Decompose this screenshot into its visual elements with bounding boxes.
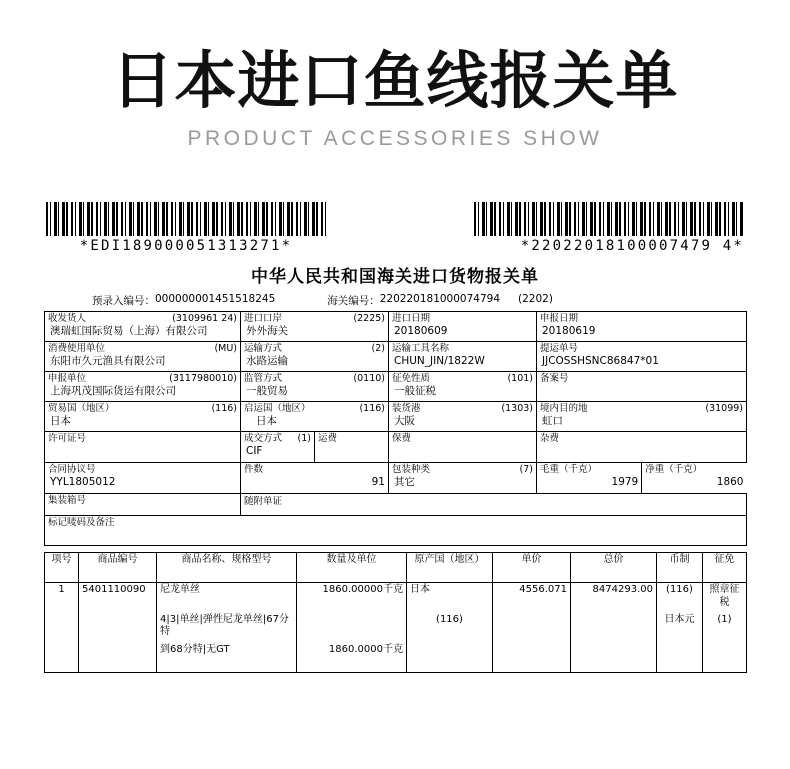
freight-label: 运费: [318, 433, 338, 444]
cell-contract: [45, 463, 241, 494]
cell-term: [241, 432, 315, 462]
customs-no-value: 220220181000074794: [379, 293, 500, 305]
goods-qty-3: 1860.0000千克: [297, 643, 407, 673]
misc-label: 杂费: [540, 433, 560, 444]
consignee-value: 澳瑞虹国际贸易（上海）有限公司: [50, 324, 208, 337]
goods-code: 5401110090: [79, 583, 157, 613]
cell-filing: [537, 372, 747, 402]
cell-term-freight-group: [241, 432, 389, 463]
pieces-value: 91: [371, 475, 385, 488]
load-port-label: 装货港: [392, 403, 421, 414]
document-title: 中华人民共和国海关进口货物报关单: [251, 267, 539, 287]
goods-name-2: 4|3|单丝|弹性尼龙单丝|67分特: [157, 613, 297, 643]
barcode-right: [474, 202, 744, 254]
declare-date-label: 申报日期: [540, 313, 579, 324]
goods-qty-1: 1860.00000千克: [297, 583, 407, 613]
ship-country-code: (116): [359, 403, 385, 414]
transport-mode-label: 运输方式: [244, 343, 283, 354]
cell-pieces: [241, 463, 389, 494]
term-label: 成交方式: [244, 433, 283, 444]
consumer-value: 东阳市久元渔具有限公司: [50, 354, 166, 367]
table-row: [45, 516, 747, 546]
goods-col-qty: 数量及单位: [297, 553, 407, 583]
destination-label: 境内目的地: [540, 403, 588, 414]
goods-total-blank: [571, 613, 657, 643]
customs-no-suffix: (2202): [518, 293, 553, 305]
cell-port: [241, 312, 389, 342]
cell-transport-name: [389, 342, 537, 372]
goods-header-row: [45, 553, 747, 583]
goods-origin-1: 日本: [407, 583, 493, 613]
goods-currency-2: 日本元: [657, 613, 703, 643]
goods-qty-2: [297, 613, 407, 643]
pre-entry-label: 预录入编号：: [92, 295, 155, 307]
term-code: (1): [297, 433, 311, 444]
cell-destination: [537, 402, 747, 432]
consignee-code: (3109961 24): [172, 313, 237, 324]
table-row: [45, 463, 747, 494]
package-value: 其它: [394, 475, 415, 488]
barcode-left: [46, 202, 326, 254]
cell-package: [389, 463, 537, 494]
net-label: 净重（千克）: [645, 464, 703, 475]
goods-origin-2: (116): [407, 613, 493, 643]
supervise-value: 一般贸易: [246, 384, 288, 397]
package-label: 包装种类: [392, 464, 431, 475]
cell-import-date: [389, 312, 537, 342]
table-row: [45, 613, 747, 643]
cell-ship-country: [241, 402, 389, 432]
goods-col-price: 单价: [493, 553, 571, 583]
attached-value: [282, 495, 284, 507]
declare-date-value: 20180619: [542, 324, 596, 337]
port-value: 外外海关: [246, 324, 288, 337]
goods-origin-blank: [407, 643, 493, 673]
pieces-label: 件数: [244, 464, 264, 475]
declarant-label: 申报单位: [48, 373, 87, 384]
attached-label: 随附单证: [244, 496, 283, 507]
cell-declarant: [45, 372, 241, 402]
cell-container: [45, 494, 241, 516]
consumer-label: 消费使用单位: [48, 343, 106, 354]
destination-value: 虹口: [542, 414, 563, 427]
cell-misc: [537, 432, 747, 463]
ship-country-value: 日本: [256, 414, 277, 427]
port-code: (2225): [353, 313, 385, 324]
cell-trade-country: [45, 402, 241, 432]
cell-load-port: [389, 402, 537, 432]
goods-total-blank2: [571, 643, 657, 673]
barcode-row: [30, 196, 760, 254]
table-row: [45, 494, 747, 516]
customs-declaration-document: [30, 196, 760, 716]
contract-label: 合同协议号: [48, 464, 96, 475]
table-row: [45, 583, 747, 613]
goods-levy-1: 照章征税: [703, 583, 747, 613]
cell-marks: [45, 516, 747, 546]
bill-no-label: 提运单号: [540, 343, 579, 354]
cell-insurance: [389, 432, 537, 463]
goods-col-origin: 原产国（地区）: [407, 553, 493, 583]
container-label: 集装箱号: [48, 495, 87, 506]
marks-label: 标记唛码及备注: [48, 517, 115, 528]
consignee-label: 收发货人: [48, 313, 87, 324]
transport-name-value: CHUN_JIN/1822W: [394, 354, 485, 367]
goods-price-blank2: [493, 643, 571, 673]
barcode-right-bars: [474, 202, 744, 236]
goods-col-levy: 征免: [703, 553, 747, 583]
goods-col-code: 商品编号: [79, 553, 157, 583]
declarant-code: (3117980010): [169, 373, 237, 384]
cell-weight-group: [537, 463, 747, 494]
customs-no-label: 海关编号：: [327, 295, 380, 307]
cell-consumer: [45, 342, 241, 372]
cell-freight: [315, 432, 389, 462]
net-value: 1860: [716, 475, 744, 488]
table-row: [45, 312, 747, 342]
gross-label: 毛重（千克）: [540, 464, 598, 475]
ship-country-label: 启运国（地区）: [244, 403, 311, 414]
import-date-label: 进口日期: [392, 313, 431, 324]
goods-col-total: 总价: [571, 553, 657, 583]
term-value: CIF: [246, 444, 263, 457]
goods-code-blank: [79, 613, 157, 643]
trade-country-value: 日本: [50, 414, 71, 427]
goods-col-currency: 币制: [657, 553, 703, 583]
goods-price: 4556.071: [493, 583, 571, 613]
contract-value: YYL1805012: [50, 475, 116, 488]
cell-levy: [389, 372, 537, 402]
goods-price-blank: [493, 613, 571, 643]
barcode-left-text: *EDI189000051313271*: [79, 238, 293, 254]
consumer-code: (MU): [214, 343, 237, 354]
table-row: [45, 342, 747, 372]
goods-currency-1: (116): [657, 583, 703, 613]
load-port-value: 大阪: [394, 414, 415, 427]
destination-code: (31099): [705, 403, 743, 414]
levy-code: (101): [507, 373, 533, 384]
load-port-code: (1303): [501, 403, 533, 414]
bill-no-value: JJCOSSHSNC86847*01: [542, 354, 659, 367]
gross-value: 1979: [611, 475, 639, 488]
table-row: [45, 402, 747, 432]
page-subtitle: PRODUCT ACCESSORIES SHOW: [187, 127, 603, 151]
goods-currency-blank: [657, 643, 703, 673]
transport-name-label: 运输工具名称: [392, 343, 450, 354]
trade-country-label: 贸易国（地区）: [48, 403, 115, 414]
goods-levy-2: (1): [703, 613, 747, 643]
package-code: (7): [519, 464, 533, 475]
goods-col-name: 商品名称、规格型号: [157, 553, 297, 583]
goods-levy-blank: [703, 643, 747, 673]
import-date-value: 20180609: [394, 324, 448, 337]
declaration-table: [44, 311, 747, 546]
goods-name-3: 到68分特|无GT: [157, 643, 297, 673]
cell-gross: [537, 463, 642, 493]
goods-item-blank2: [45, 643, 79, 673]
supervise-code: (0110): [353, 373, 385, 384]
goods-total: 8474293.00: [571, 583, 657, 613]
goods-col-item: 项号: [45, 553, 79, 583]
page-title: 日本进口鱼线报关单: [111, 44, 679, 117]
cell-attached: [241, 494, 747, 516]
declarant-value: 上海巩茂国际货运有限公司: [50, 384, 176, 397]
levy-label: 征免性质: [392, 373, 431, 384]
goods-table: [44, 552, 747, 673]
cell-declare-date: [537, 312, 747, 342]
goods-item: 1: [45, 583, 79, 613]
transport-mode-value: 水路运输: [246, 354, 288, 367]
table-row: [45, 643, 747, 673]
goods-item-blank: [45, 613, 79, 643]
cell-net: [642, 463, 747, 493]
cell-transport-mode: [241, 342, 389, 372]
cell-bill-no: [537, 342, 747, 372]
barcode-left-bars: [46, 202, 326, 236]
port-label: 进口口岸: [244, 313, 283, 324]
license-label: 许可证号: [48, 433, 87, 444]
barcode-right-text: *22022018100007479 4*: [520, 238, 744, 254]
pre-entry-value: 000000001451518245: [155, 293, 276, 305]
table-row: [45, 432, 747, 463]
page-header: [0, 0, 790, 151]
cell-supervise: [241, 372, 389, 402]
table-row: [45, 372, 747, 402]
cell-license: [45, 432, 241, 463]
insurance-label: 保费: [392, 433, 412, 444]
transport-mode-code: (2): [371, 343, 385, 354]
cell-consignee: [45, 312, 241, 342]
goods-name-1: 尼龙单丝: [157, 583, 297, 613]
supervise-label: 监管方式: [244, 373, 283, 384]
levy-value: 一般征税: [394, 384, 436, 397]
trade-country-code: (116): [211, 403, 237, 414]
filing-label: 备案号: [540, 373, 569, 384]
document-meta: [30, 293, 760, 311]
goods-code-blank2: [79, 643, 157, 673]
